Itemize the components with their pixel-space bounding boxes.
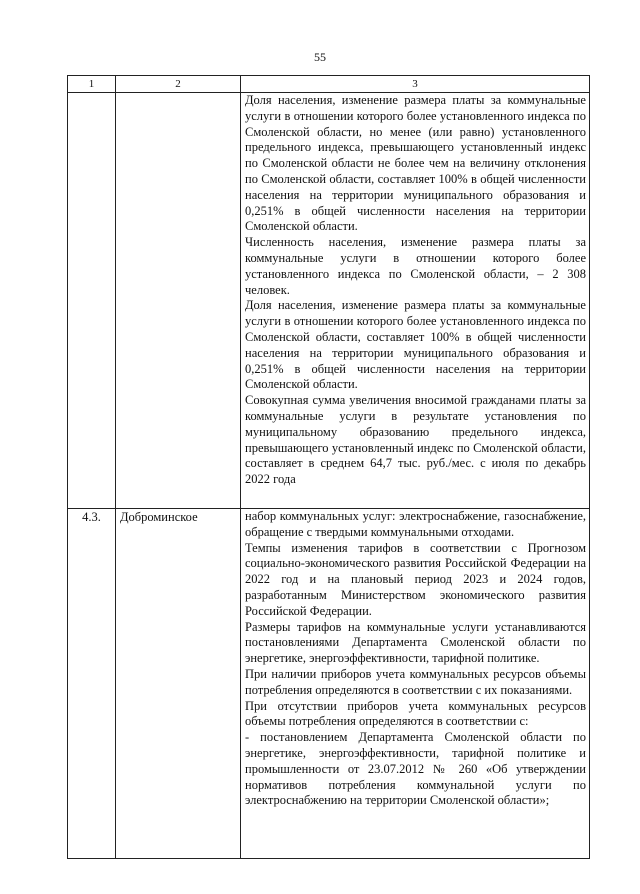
header-cell-2: 2	[116, 76, 241, 93]
document-table	[67, 75, 590, 859]
page-number: 55	[314, 50, 326, 64]
header-cell-3: 3	[241, 76, 590, 93]
paragraph: Темпы изменения тарифов в соответствии с Прогнозом социально-экономического развития Российской Федерации на 2022 год и на плановый период 2023 и 2024 годов, разработанным Министерством экономического развития Российской Федерации.	[245, 540, 586, 618]
row-name	[116, 93, 241, 509]
header-cell-1: 1	[68, 76, 116, 93]
paragraph: Размеры тарифов на коммунальные услуги устанавливаются постановлениями Департамента Смоленской области по энергетике, энергоэффективности, тарифной политике.	[245, 619, 586, 666]
paragraph: Доля населения, изменение размера платы за коммунальные услуги в отношении которого более установленного индекса по Смоленской области, но менее (или равно) установленного предельного индекса, превышающего установленный индекс по Смоленской области не более чем на величину отклонения по Смоленской области, составляет 100% в общей численности населения на территории муниципального образования и 0,251% в общей численности населения на территории Смоленской области.	[245, 93, 586, 234]
row-number	[68, 93, 116, 509]
row-description	[241, 509, 590, 859]
paragraph: Совокупная сумма увеличения вносимой гражданами платы за коммунальные услуги в результате установления по муниципальному образованию предельного индекса, превышающего установленный индекс по Смоленской области, составляет в среднем 64,7 тыс. руб./мес. с июля по декабрь 2022 года	[245, 393, 586, 487]
paragraph: Доля населения, изменение размера платы за коммунальные услуги в отношении которого более установленного индекса по Смоленской области, составляет 100% в общей численности населения на территории муниципального образования и 0,251% в общей численности населения на территории Смоленской области.	[245, 298, 586, 392]
paragraph: - постановлением Департамента Смоленской области по энергетике, энергоэффективности, тарифной политике и промышленности от 23.07.2012 № 260 «Об утверждении нормативов потребления коммунальной услуги по электроснабжению на территории Смоленской области»;	[245, 730, 586, 808]
paragraph: При отсутствии приборов учета коммунальных ресурсов объемы потребления определяются в соответствии с:	[245, 698, 586, 729]
row-number: 4.3.	[68, 509, 116, 859]
row-description	[241, 93, 590, 509]
paragraph: набор коммунальных услуг: электроснабжение, газоснабжение, обращение с твердыми коммунальными отходами.	[245, 509, 586, 539]
paragraph: Численность населения, изменение размера платы за коммунальные услуги в отношении которого более установленного индекса по Смоленской области, – 2 308 человек.	[245, 235, 586, 297]
table-row	[68, 509, 590, 859]
row-name: Доброминское	[116, 509, 241, 859]
table-row	[68, 93, 590, 509]
paragraph: При наличии приборов учета коммунальных ресурсов объемы потребления определяются в соответствии с их показаниями.	[245, 666, 586, 697]
table-header-row	[68, 76, 590, 93]
